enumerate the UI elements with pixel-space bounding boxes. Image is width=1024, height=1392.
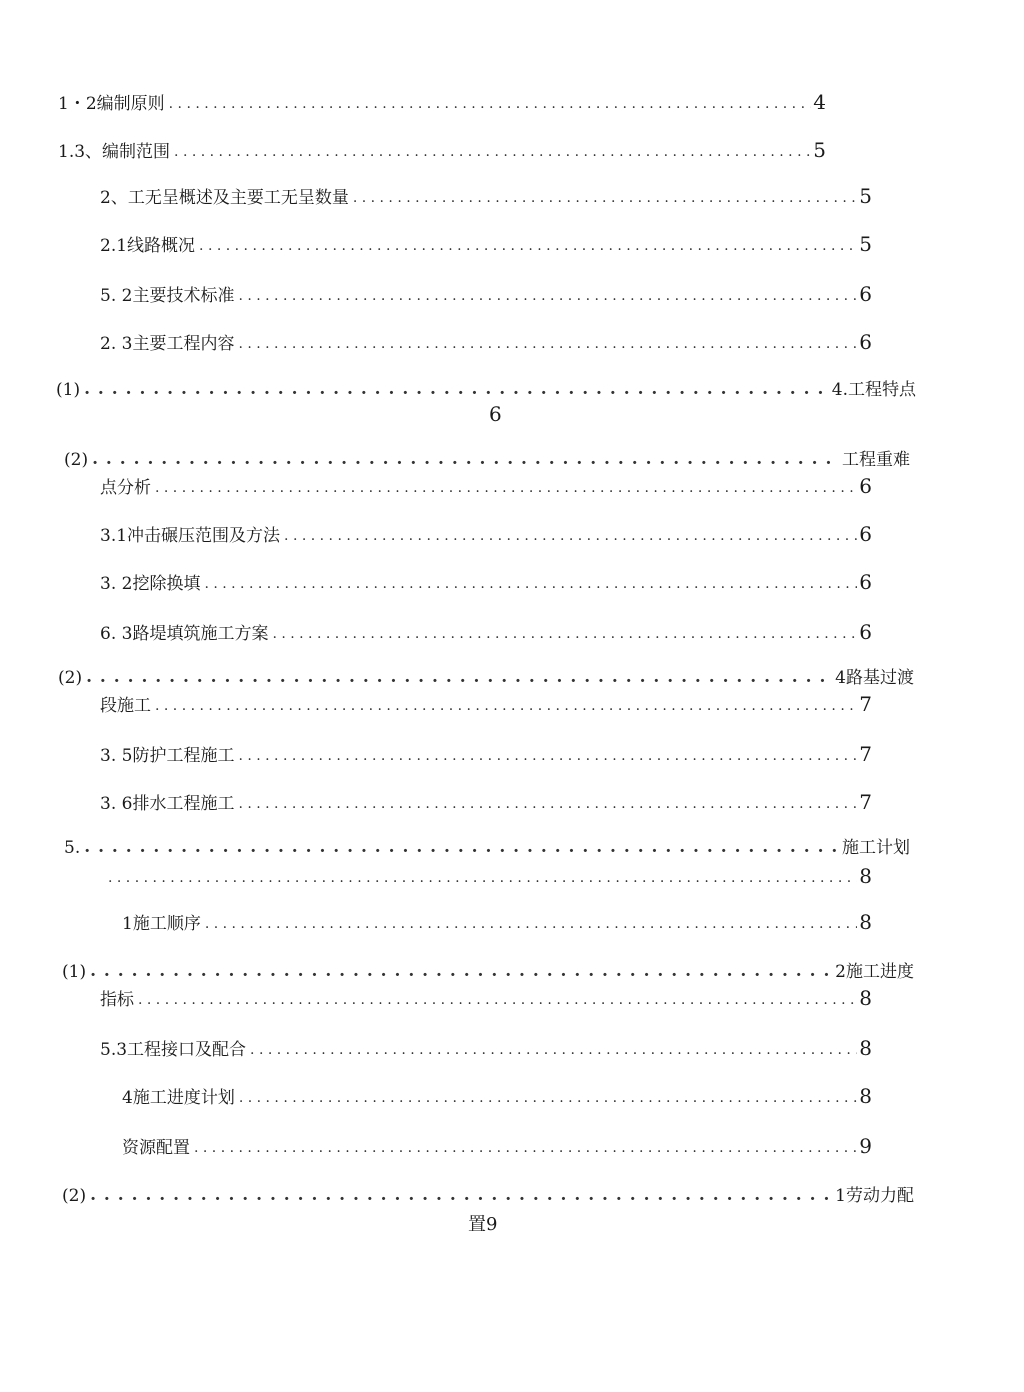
- dot-leader: [155, 694, 857, 716]
- toc-entry-page: 6: [859, 522, 872, 546]
- dot-leader: [155, 476, 857, 498]
- toc-entry-label: 段施工: [100, 696, 151, 716]
- toc-entry-page: 6: [859, 620, 872, 644]
- toc-entry-label: 点分析: [100, 478, 151, 498]
- toc-entry-label: 3. 5防护工程施工: [100, 746, 235, 766]
- toc-entry-page: 6: [859, 330, 872, 354]
- toc-entry-title: 工程重难: [842, 450, 910, 470]
- dot-leader: [84, 378, 830, 400]
- dot-leader: [238, 332, 857, 354]
- dot-leader: [205, 912, 857, 934]
- dot-leader: [239, 1086, 857, 1108]
- toc-entry[interactable]: [100, 618, 872, 644]
- toc-entry-label: (2): [62, 1186, 87, 1206]
- toc-entry-page: 7: [859, 692, 872, 716]
- toc-entry-label: 4施工进度计划: [122, 1088, 235, 1108]
- toc-entry-continuation[interactable]: [100, 984, 872, 1010]
- toc-entry-continuation: 置9: [468, 1214, 498, 1235]
- toc-entry-page: 5: [859, 184, 872, 208]
- toc-entry[interactable]: [100, 1034, 872, 1060]
- toc-entry-label: 3.1冲击碾压范围及方法: [100, 526, 281, 546]
- toc-entry[interactable]: [100, 182, 872, 208]
- toc-entry-continuation[interactable]: [100, 472, 872, 498]
- dot-leader: [138, 988, 857, 1010]
- toc-entry[interactable]: [100, 280, 872, 306]
- toc-entry-label: 3. 6排水工程施工: [100, 794, 235, 814]
- dot-leader: [272, 622, 857, 644]
- toc-entry-title: 2施工进度: [835, 962, 914, 982]
- toc-entry-label: 1・2编制原则: [58, 94, 165, 114]
- toc-entry[interactable]: [100, 230, 872, 256]
- toc-entry-page: 6: [859, 570, 872, 594]
- toc-entry-label: 2、工无呈概述及主要工无呈数量: [100, 188, 349, 208]
- toc-entry-label: 5.: [64, 838, 81, 858]
- dot-leader: [84, 836, 840, 858]
- toc-entry-label: 5.3工程接口及配合: [100, 1040, 247, 1060]
- toc-entry[interactable]: [122, 1132, 872, 1158]
- toc-entry[interactable]: [100, 328, 872, 354]
- toc-entry-label: (1): [56, 380, 81, 400]
- toc-entry-page: 9: [859, 1134, 872, 1158]
- toc-entry[interactable]: [58, 662, 914, 688]
- dot-leader: [353, 186, 857, 208]
- dot-leader: [238, 792, 857, 814]
- dot-leader: [174, 140, 811, 162]
- toc-entry-page: 8: [859, 986, 872, 1010]
- toc-entry-page: 8: [859, 1084, 872, 1108]
- toc-entry[interactable]: [62, 956, 914, 982]
- toc-entry-title: 4路基过渡: [835, 668, 914, 688]
- toc-entry[interactable]: [100, 740, 872, 766]
- toc-entry[interactable]: [122, 908, 872, 934]
- toc-entry-label: 6. 3路堤填筑施工方案: [100, 624, 269, 644]
- toc-entry[interactable]: [64, 832, 910, 858]
- toc-entry-page: 6: [859, 282, 872, 306]
- toc-entry-page: 6: [859, 474, 872, 498]
- dot-leader: [92, 448, 840, 470]
- toc-entry-page: 6: [489, 402, 502, 426]
- dot-leader: [238, 284, 857, 306]
- toc-entry[interactable]: [100, 568, 872, 594]
- toc-entry[interactable]: [100, 788, 872, 814]
- dot-leader: [90, 1184, 833, 1206]
- toc-entry-continuation[interactable]: [100, 690, 872, 716]
- toc-entry-page: 7: [859, 790, 872, 814]
- toc-entry-label: (1): [62, 962, 87, 982]
- toc-entry-title: 1劳动力配: [835, 1186, 914, 1206]
- toc-entry-page: 5: [859, 232, 872, 256]
- toc-entry-label: 资源配置: [122, 1138, 190, 1158]
- dot-leader: [108, 866, 857, 888]
- toc-entry-label: 1.3、编制范围: [58, 142, 171, 162]
- toc-entry[interactable]: [64, 444, 910, 470]
- toc-entry-label: 指标: [100, 990, 134, 1010]
- toc-entry-label: 3. 2挖除换填: [100, 574, 201, 594]
- dot-leader: [90, 960, 833, 982]
- toc-entry-label: (2): [58, 668, 83, 688]
- toc-entry[interactable]: [58, 88, 826, 114]
- toc-entry[interactable]: [56, 374, 916, 400]
- toc-entry-label: 2.1线路概况: [100, 236, 196, 256]
- toc-entry[interactable]: [62, 1180, 914, 1206]
- toc-entry[interactable]: [100, 520, 872, 546]
- toc-entry[interactable]: [122, 1082, 872, 1108]
- toc-entry-title: 施工计划: [842, 838, 910, 858]
- toc-entry-page: 8: [859, 910, 872, 934]
- toc-entry-continuation[interactable]: [104, 862, 872, 888]
- toc-entry-title: 4.工程特点: [831, 380, 916, 400]
- toc-entry-page: 8: [859, 864, 872, 888]
- dot-leader: [199, 234, 857, 256]
- dot-leader: [204, 572, 857, 594]
- dot-leader: [194, 1136, 857, 1158]
- dot-leader: [238, 744, 857, 766]
- toc-entry[interactable]: [58, 136, 826, 162]
- dot-leader: [86, 666, 833, 688]
- toc-entry-label: 5. 2主要技术标准: [100, 286, 235, 306]
- toc-entry-label: (2): [64, 450, 89, 470]
- dot-leader: [284, 524, 857, 546]
- toc-entry-page: 7: [859, 742, 872, 766]
- toc-entry-page: 8: [859, 1036, 872, 1060]
- toc-entry-page: 5: [813, 138, 826, 162]
- toc-entry-label: 2. 3主要工程内容: [100, 334, 235, 354]
- toc-entry-label: 1施工顺序: [122, 914, 201, 934]
- toc-entry-page: 4: [813, 90, 826, 114]
- dot-leader: [169, 92, 812, 114]
- dot-leader: [250, 1038, 857, 1060]
